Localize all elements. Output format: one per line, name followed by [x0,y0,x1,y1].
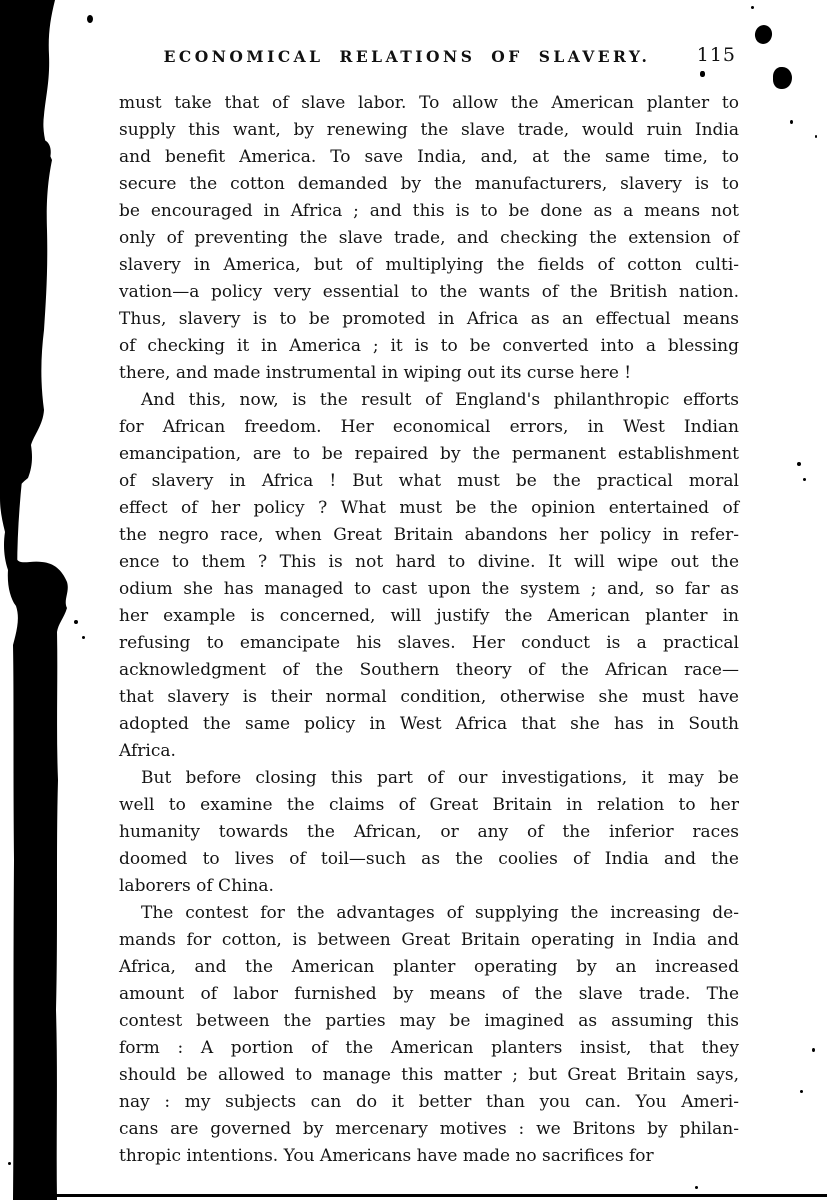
text-line: slavery in America, but of multiplying the fields of cotton culti- [119,255,739,275]
text-line: supply this want, by renewing the slave trade, would ruin India [119,120,739,140]
text-line: doomed to lives of toil—such as the coolies of India and the [119,849,739,869]
text-line: laborers of China. [119,876,274,896]
text-line: should be allowed to manage this matter ; but Great Britain says, [119,1065,739,1085]
text-line: that slavery is their normal condition, otherwise she must have [119,687,739,707]
running-header [118,44,738,73]
text-line: there, and made instrumental in wiping out its curse here ! [119,363,632,383]
paragraph [119,900,739,1170]
text-line: well to examine the claims of Great Britain in relation to her [119,795,739,815]
text-line: for African freedom. Her economical errors, in West Indian [119,417,739,437]
text-line: The contest for the advantages of supplying the increasing de- [141,903,739,923]
text-line: the negro race, when Great Britain abandons her policy in refer- [119,525,739,545]
scan-edge-line [55,1194,827,1197]
header-title: ECONOMICAL RELATIONS OF SLAVERY. [163,47,651,66]
text-line: Africa, and the American planter operating by an increased [119,957,739,977]
text-line: ence to them ? This is not hard to divine. It will wipe out the [119,552,739,572]
text-line: and benefit America. To save India, and, at the same time, to [119,147,739,167]
text-line: must take that of slave labor. To allow the American planter to [119,93,739,113]
text-line: adopted the same policy in West Africa that she has in South [119,714,739,734]
text-line: odium she has managed to cast upon the system ; and, so far as [119,579,739,599]
text-line: Africa. [119,741,176,761]
text-line: only of preventing the slave trade, and checking the extension of [119,228,739,248]
text-line: But before closing this part of our investigations, it may be [141,768,739,788]
text-line: acknowledgment of the Southern theory of the African race— [119,660,739,680]
text-line: vation—a policy very essential to the wants of the British nation. [119,282,739,302]
text-line: amount of labor furnished by means of the slave trade. The [119,984,739,1004]
text-line: And this, now, is the result of England's philanthropic efforts [141,390,739,410]
ink-blob [773,67,792,89]
text-line: of checking it in America ; it is to be converted into a blessing [119,336,739,356]
text-line: thropic intentions. You Americans have made no sacrifices for [119,1146,654,1166]
text-line: humanity towards the African, or any of the inferior races [119,822,739,842]
text-line: form : A portion of the American planters insist, that they [119,1038,739,1058]
text-line: nay : my subjects can do it better than you can. You Ameri- [119,1092,739,1112]
text-line: her example is concerned, will justify the American planter in [119,606,739,626]
text-line: contest between the parties may be imagined as assuming this [119,1011,739,1031]
text-line: refusing to emancipate his slaves. Her conduct is a practical [119,633,739,653]
ink-blob [753,23,774,45]
text-line: secure the cotton demanded by the manufacturers, slavery is to [119,174,739,194]
page-number: 115 [696,44,736,66]
paragraph [119,90,739,387]
text-line: cans are governed by mercenary motives : we Britons by philan- [119,1119,739,1139]
text-line: mands for cotton, is between Great Britain operating in India and [119,930,739,950]
scan-gutter-artifact [0,0,110,1200]
text-block [119,90,739,1170]
paragraph [119,765,739,900]
text-line: effect of her policy ? What must be the opinion entertained of [119,498,739,518]
text-line: be encouraged in Africa ; and this is to be done as a means not [119,201,739,221]
text-line: emancipation, are to be repaired by the permanent establishment [119,444,739,464]
text-line: Thus, slavery is to be promoted in Africa as an effectual means [119,309,739,329]
text-line: of slavery in Africa ! But what must be the practical moral [119,471,739,491]
paragraph [119,387,739,765]
